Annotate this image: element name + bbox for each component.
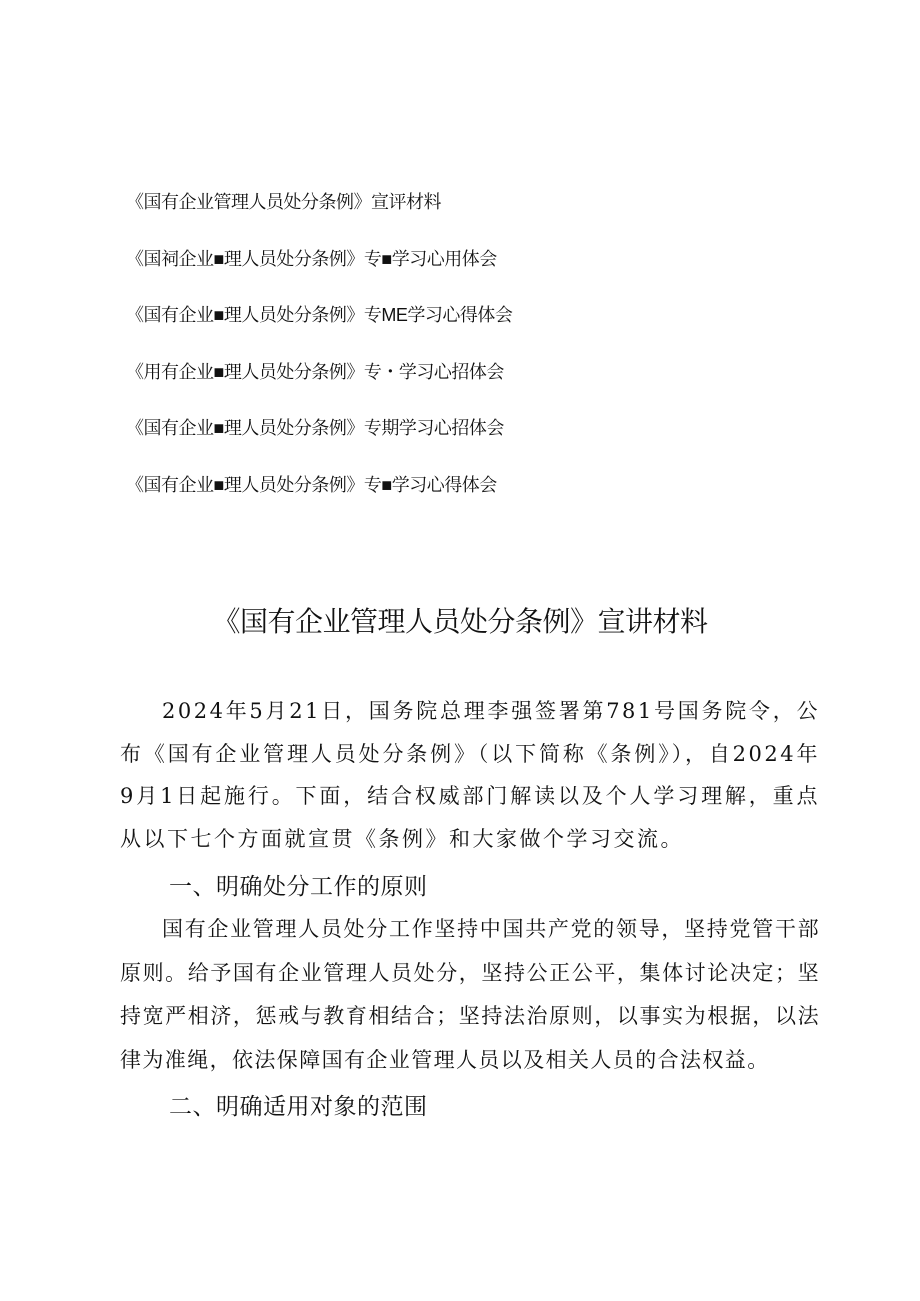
intro-paragraph: 2024年5月21日，国务院总理李强签署第781号国务院令，公布《国有企业管理人员处分条例》（以下简称《条例》），自2024年9月1日起施行。下面，结合权威部门解读以及个人学习理解，重点从以下七个方面就宣贯《条例》和大家做个学习交流。 — [120, 699, 820, 851]
toc-item[interactable]: 《国祠企业■理人员处分条例》专■学习心用体会 — [126, 248, 497, 269]
document-title: 《国有企业管理人员处分条例》宣讲材料 — [212, 606, 708, 637]
intro-section — [120, 690, 820, 860]
section-1-body — [120, 908, 820, 1082]
toc-item[interactable]: 《国有企业管理人员处分条例》宣评材料 — [126, 192, 441, 212]
toc-item[interactable]: 《国有企业■理人员处分条例》专ME学习心得体会 — [126, 305, 513, 326]
toc-item[interactable]: 《国有企业■理人员处分条例》专期学习心招体会 — [126, 418, 504, 439]
section-heading-2: 二、明确适用对象的范围 — [169, 1093, 428, 1119]
section-heading-1: 一、明确处分工作的原则 — [169, 873, 428, 899]
toc-item[interactable]: 《国有企业■理人员处分条例》专■学习心得体会 — [126, 474, 497, 495]
table-of-contents — [126, 188, 806, 528]
toc-item[interactable]: 《用有企业■理人员处分条例》专・学习心招体会 — [126, 361, 504, 382]
section-1-paragraph: 国有企业管理人员处分工作坚持中国共产党的领导，坚持党管干部原则。给予国有企业管理人员处分，坚持公正公平，集体讨论决定；坚持宽严相济，惩戒与教育相结合；坚持法治原则，以事实为根据，以法律为准绳，依法保障国有企业管理人员以及相关人员的合法权益。 — [120, 917, 820, 1072]
